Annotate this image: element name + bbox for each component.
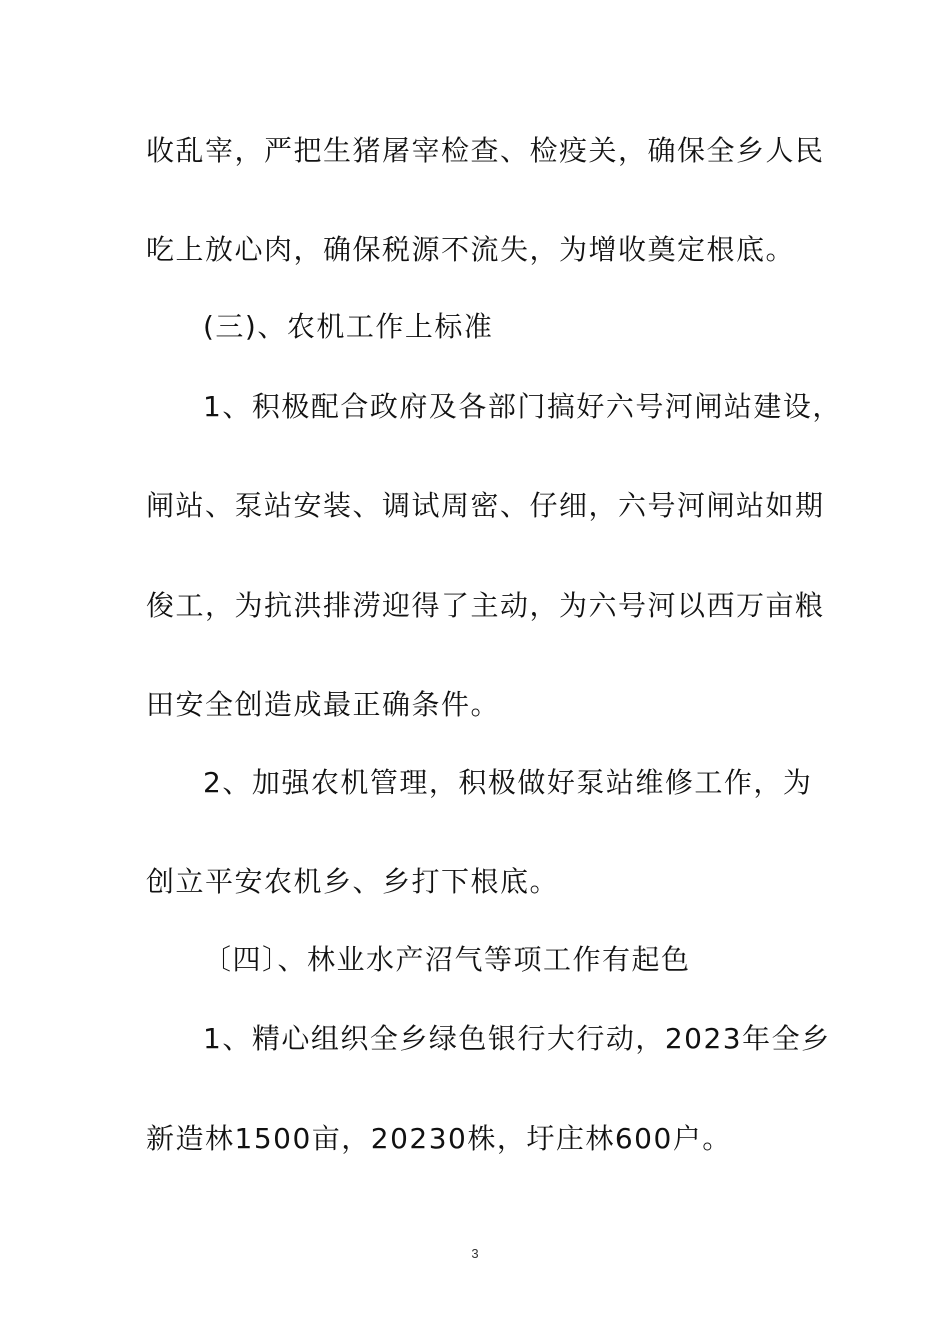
body-text-line: 创立平安农机乡、乡打下根底。 [146, 865, 560, 898]
body-text-line: 新造林1500亩，20230株，圩庄林600户。 [146, 1122, 732, 1155]
section-heading: 〔四〕、林业水产沼气等项工作有起色 [203, 943, 691, 976]
body-text-line: 吃上放心肉，确保税源不流失，为增收奠定根底。 [146, 233, 796, 266]
body-text-line: 俊工，为抗洪排涝迎得了主动，为六号河以西万亩粮 [146, 589, 825, 622]
body-text-line: 收乱宰，严把生猪屠宰检查、检疫关，确保全乡人民 [146, 134, 825, 167]
body-text-line: 田安全创造成最正确条件。 [146, 688, 501, 721]
page-number: 3 [471, 1246, 479, 1261]
body-text-line: 闸站、泵站安装、调试周密、仔细，六号河闸站如期 [146, 489, 825, 522]
body-text-line: 2、加强农机管理，积极做好泵站维修工作，为 [203, 766, 813, 799]
body-text-line: 1、精心组织全乡绿色银行大行动，2023年全乡 [203, 1022, 831, 1055]
section-heading: (三)、农机工作上标准 [203, 310, 494, 343]
body-text-line: 1、积极配合政府及各部门搞好六号河闸站建设， [203, 390, 842, 423]
